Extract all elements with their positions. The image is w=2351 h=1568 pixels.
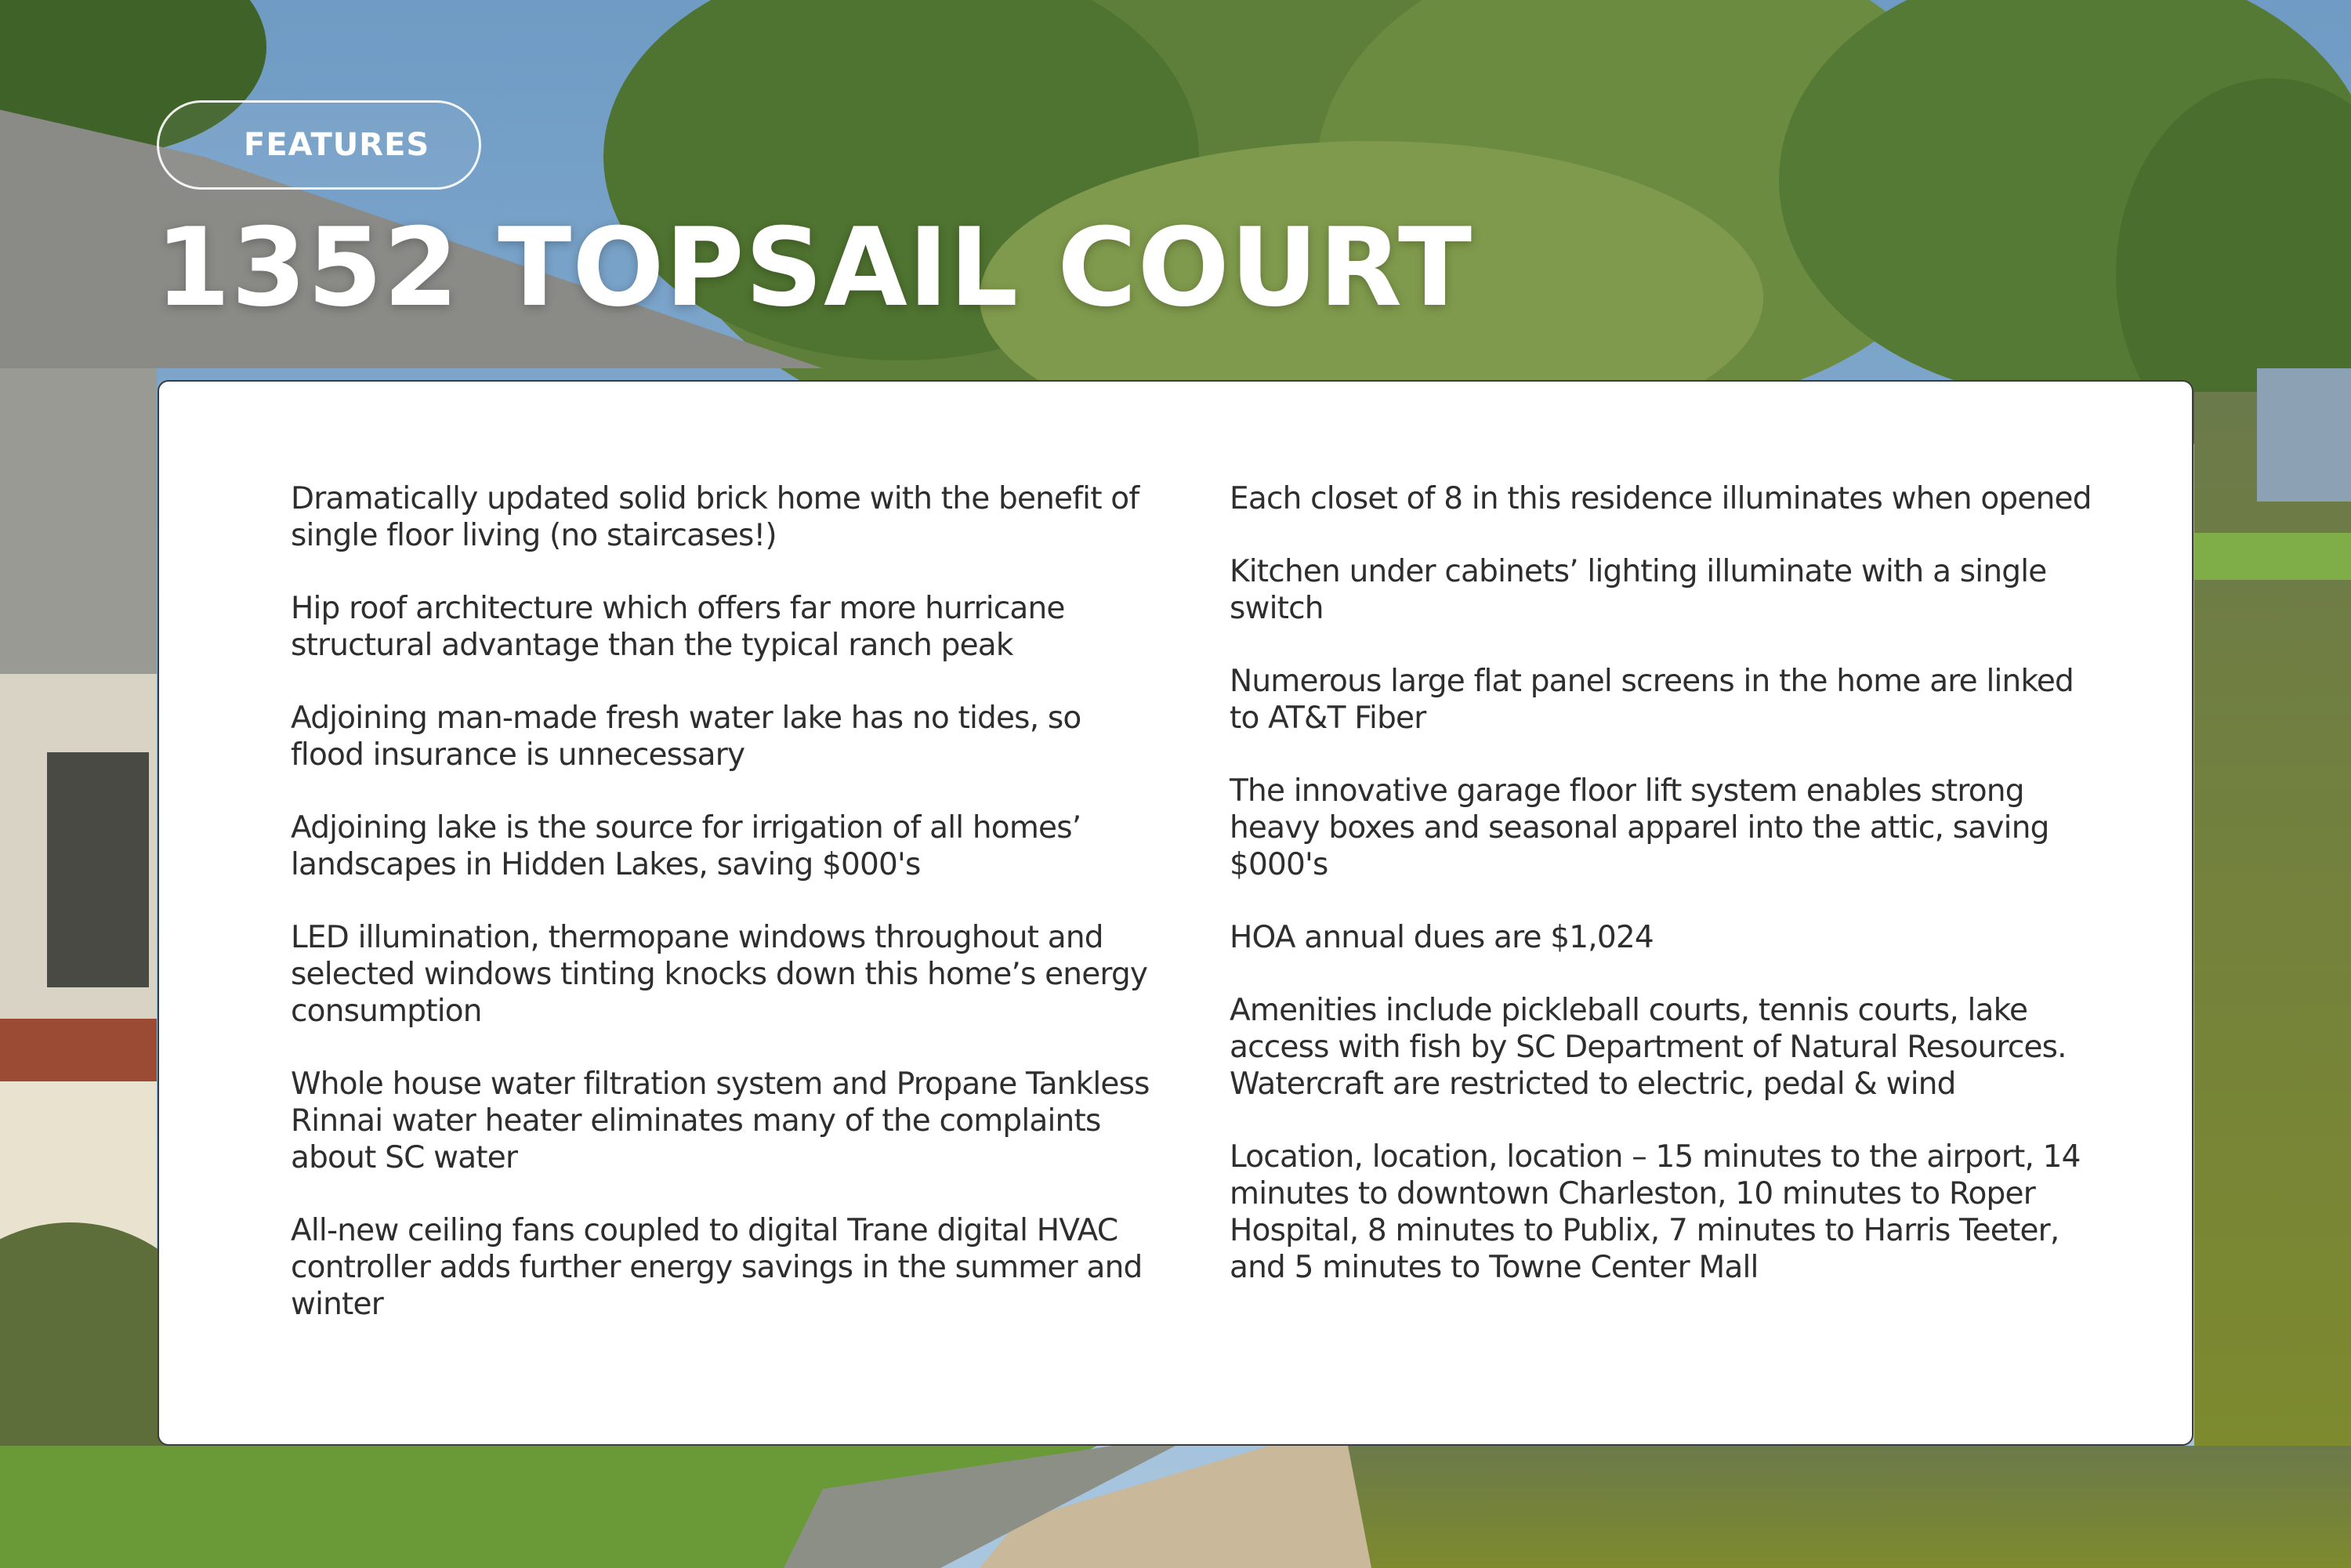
feature-item: Hip roof architecture which offers far more hurricane structural advantage than the typical ranch peak (291, 591, 1065, 663)
feature-item: Amenities include pickleball courts, tennis courts, lake access with fish by SC Department of Natural Resources. Watercraft are restricted to electric, pedal & wind (1230, 993, 2067, 1102)
features-right-column (1230, 480, 2107, 1322)
feature-item: Location, location, location – 15 minutes to the airport, 14 minutes to downtown Charleston, 10 minutes to Roper Hospital, 8 minutes to Publix, 7 minutes to Harris Teeter, and 5 minutes to Towne Center Mall (1230, 1139, 2081, 1285)
feature-item: HOA annual dues are $1,024 (1230, 920, 1654, 955)
feature-item: All-new ceiling fans coupled to digital Trane digital HVAC controller adds further energy savings in the summer and winter (291, 1213, 1143, 1322)
feature-item: The innovative garage floor lift system enables strong heavy boxes and seasonal apparel into the attic, saving $000's (1230, 773, 2049, 882)
feature-item: Kitchen under cabinets’ lighting illuminate with a single switch (1230, 554, 2047, 626)
feature-item: Each closet of 8 in this residence illuminates when opened (1230, 481, 2092, 516)
features-left-column (291, 480, 1161, 1359)
feature-item: Dramatically updated solid brick home with the benefit of single floor living (no staircases!) (291, 481, 1139, 553)
feature-item: Adjoining lake is the source for irrigation of all homes’ landscapes in Hidden Lakes, saving $000's (291, 810, 1081, 882)
feature-item: Numerous large flat panel screens in the home are linked to AT&T Fiber (1230, 664, 2074, 736)
features-card (158, 380, 2193, 1446)
page-title: 1352 TOPSAIL COURT (155, 205, 1473, 331)
feature-item: LED illumination, thermopane windows throughout and selected windows tinting knocks down this home’s energy consumption (291, 920, 1148, 1029)
features-badge (157, 100, 481, 190)
feature-item: Adjoining man-made fresh water lake has no tides, so flood insurance is unnecessary (291, 701, 1081, 773)
features-badge-label: FEATURES (244, 127, 430, 163)
feature-item: Whole house water filtration system and Propane Tankless Rinnai water heater eliminates many of the complaints about SC water (291, 1066, 1150, 1175)
